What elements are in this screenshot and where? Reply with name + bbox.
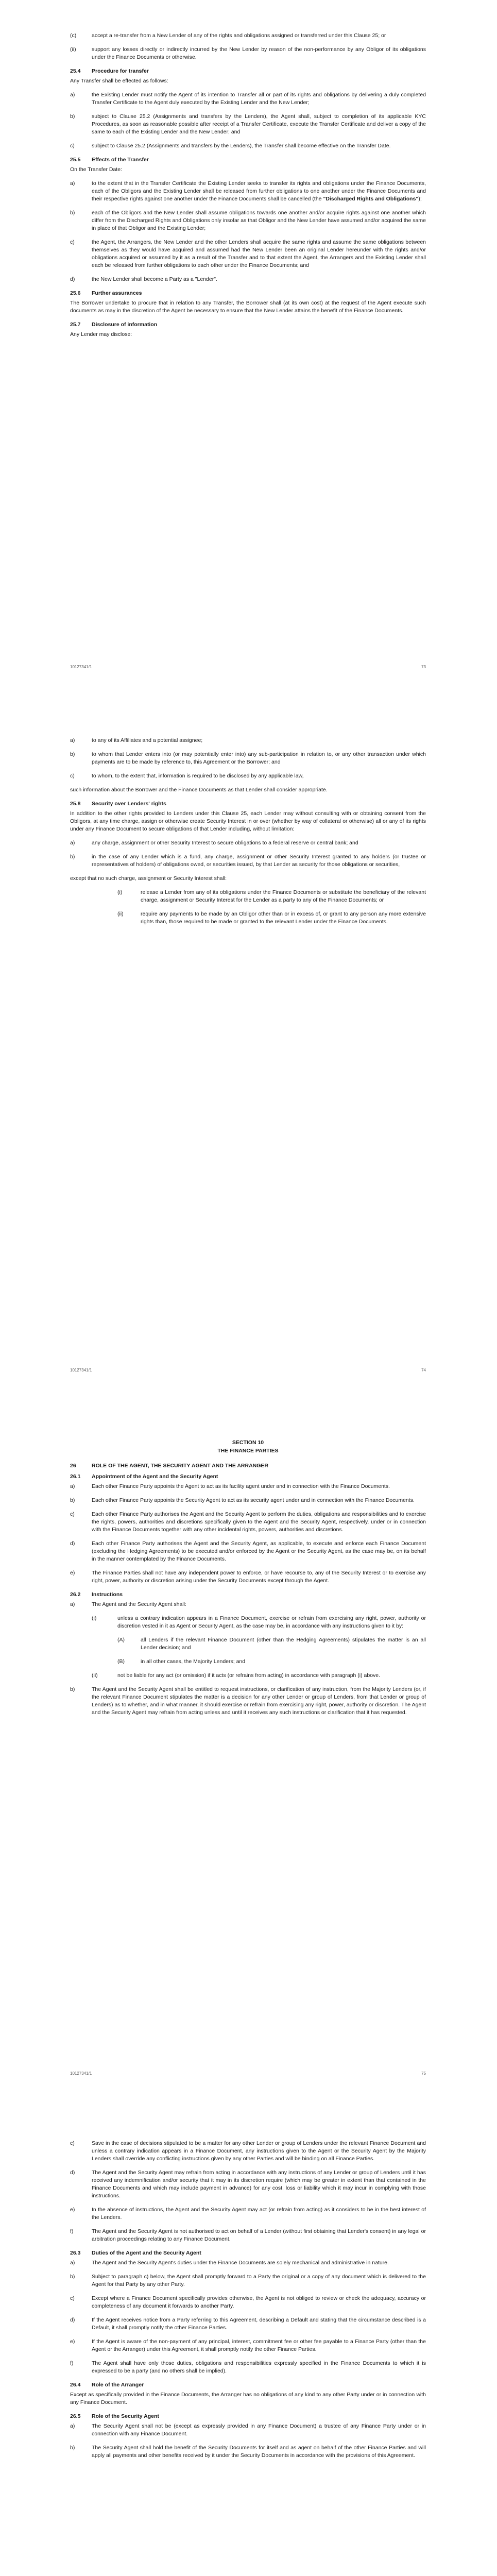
heading-26-1: 26.1 Appointment of the Agent and the Security Agent [70,1473,218,1480]
list-item: (i) unless a contrary indication appears in a Finance Document, exercise or refrain from exercising any right, power, authority or discretion vested in it as Agent or Security Agent, as the case may be, in accordance with any instructions given to it by: [92,1615,426,1629]
list-item: c) the Agent, the Arrangers, the New Lender and the other Lenders shall acquire the same rights and assume the same obligations between themselves as they would have acquired and assumed had the New Lender been an original Lender hereunder with the rights and/or obligations acquired or assumed by it as a result of the Transfer and to that extent the Agent, the Arrangers and the Existing Lender shall each be released from further obligations to each other under the Finance Documents; and [70,239,426,268]
list-item: a) The Agent and the Security Agent's duties under the Finance Documents are solely mechanical and administrative in nature. [70,2260,389,2266]
list-item: a) The Security Agent shall not be (except as expressly provided in any Finance Document) a trustee of any Finance Party under or in connection with any Finance Document. [70,2423,426,2437]
list-item: a) the Existing Lender must notify the Agent of its intention to Transfer all or part of its rights and obligations by delivering a duly completed Transfer Certificate to the Agent duly executed by the Existing Lender and the New Lender; [70,92,426,106]
page-75-body [70,1438,426,1723]
heading-25-8: 25.8 Security over Lenders' rights [70,801,166,807]
heading-26-3: 26.3 Duties of the Agent and the Security Agent [70,2250,201,2256]
paragraph: The Borrower undertake to procure that in relation to any Transfer, the Borrower shall (at its own cost) at the request of the Agent execute such documents as may in the discretion of the Agent be necessary to ensure that the New Lender attains the benefit of the Finance Documents. [70,300,426,314]
list-item: f) The Agent shall have only those duties, obligations and responsibilities expressly specified in the Finance Documents to which it is expressed to be a party (and no others shall be implied). [70,2360,426,2374]
page-number: 74 [421,1368,426,1372]
list-item: e) In the absence of instructions, the Agent and the Security Agent may act (or refrain from acting) as it considers to be in the best interest of the Lenders. [70,2207,426,2221]
heading-25-6: 25.6 Further assurances [70,290,142,296]
page-76-body [70,2140,426,2466]
list-item: b) subject to Clause 25.2 (Assignments and transfers by the Lenders), the Agent shall, subject to completion of its applicable KYC Procedures, as soon as reasonable possible after receipt of a Transfer Certificate, execute the Transfer Certificate and deliver a copy of the same to each of the Existing Lender and the New Lender; and [70,113,426,135]
list-item: c) Except where a Finance Document specifically provides otherwise, the Agent is not obliged to review or check the adequacy, accuracy or completeness of any document it forwards to another Party. [70,2295,426,2309]
paragraph: such information about the Borrower and the Finance Documents as that Lender shall consider appropriate. [70,787,328,793]
heading-26: 26 ROLE OF THE AGENT, THE SECURITY AGENT AND THE ARRANGER [70,1463,269,1469]
paragraph: Any Lender may disclose: [70,331,132,337]
list-item: d) the New Lender shall become a Party as a "Lender". [70,276,217,282]
list-item: a) any charge, assignment or other Security Interest to secure obligations to a federal reserve or central bank; and [70,840,358,846]
page-number: 73 [421,665,426,669]
section-number: SECTION 10 [232,1439,264,1446]
page-number: 75 [421,2071,426,2076]
doc-reference: 10127341/1 [70,665,92,669]
list-item: b) The Agent and the Security Agent shall be entitled to request instructions, or clarification of any instruction, from the Majority Lenders (or, if the relevant Finance Document stipulates the matter is a decision for any other Lender or group of Lenders, from that Lender or group of Lenders) as to whether, and in what manner, it should exercise or refrain from exercising any right, power, authority or discretion. The Agent and the Security Agent may refrain from acting unless and until it receives any such instructions or clarification that it has requested. [70,1686,426,1716]
paragraph: Except as specifically provided in the Finance Documents, the Arranger has no obligations of any kind to any other Party under or in connection with any Finance Document. [70,2392,426,2405]
list-item: (ii) not be liable for any act (or omission) if it acts (or refrains from acting) in accordance with paragraph (i) above. [92,1672,381,1679]
list-item: (A) all Lenders if the relevant Finance Document (other than the Hedging Agreements) stipulates the matter is an all Lender decision; and [117,1637,426,1651]
list-item: c) Save in the case of decisions stipulated to be a matter for any other Lender or group of Lenders under the relevant Finance Document and unless a contrary indication appears in a Finance Document, any instructions given to the Agent or the Security Agent by the Majority Lenders shall override any conflicting instructions given by any other Parties and will be binding on all Finance Parties. [70,2140,426,2162]
heading-26-5: 26.5 Role of the Security Agent [70,2413,159,2419]
list-item: d) Each other Finance Party authorises the Agent and the Security Agent, as applicable, to execute and enforce each Finance Document (excluding the Hedging Agreements) to be executed and/or enforced by the Agent or the Security Agent, as the case may be, on its behalf in the manner contemplated by the Finance Documents. [70,1540,426,1562]
paragraph: Any Transfer shall be effected as follows: [70,78,168,84]
list-item: a) Each other Finance Party appoints the Agent to act as its facility agent under and in connection with the Finance Documents. [70,1483,390,1489]
list-item: a) The Agent and the Security Agent shall: [70,1601,186,1607]
list-item: (B) in all other cases, the Majority Lenders; and [117,1658,246,1665]
list-item: b) each of the Obligors and the New Lender shall assume obligations towards one another and/or acquire rights against one another which differ from the Discharged Rights and Obligations only insofar as that Obligor and the New Lender have assumed and/or acquired the same in place of that Obligor and the Existing Lender; [70,210,426,231]
doc-reference: 10127341/1 [70,2071,92,2076]
list-item: c) to whom, to the extent that, information is required to be disclosed by any applicable law, [70,773,304,779]
doc-reference: 10127341/1 [70,1368,92,1372]
list-item: b) Each other Finance Party appoints the Security Agent to act as its security agent under and in connection with the Finance Documents. [70,1497,415,1503]
heading-25-5: 25.5 Effects of the Transfer [70,157,149,163]
paragraph: On the Transfer Date: [70,166,122,173]
heading-25-7: 25.7 Disclosure of information [70,321,158,328]
list-item: c) subject to Clause 25.2 (Assignments and transfers by the Lenders), the Transfer shall become effective on the Transfer Date. [70,143,391,149]
list-item: b) to whom that Lender enters into (or may potentially enter into) any sub-participation in relation to, or any other transaction under which payments are to be made by reference to, this Agreement or the Borrower; and [70,751,426,765]
page-73-body [70,32,426,345]
list-item: e) The Finance Parties shall not have any independent power to enforce, or have recourse to, any of the Security Interest or to exercise any right, power, authority or discretion arising under the Security Documents except through the Agent. [70,1570,426,1584]
list-item: a) to any of its Affiliates and a potential assignee; [70,737,203,743]
heading-25-4: 25.4 Procedure for transfer [70,68,149,74]
list-item: (ii) require any payments to be made by an Obligor other than or in excess of, or grant to any person any more extensive rights than, those required to be made or granted to the relevant Lender under the Finance Documents. [117,911,426,925]
list-item: a) to the extent that in the Transfer Certificate the Existing Lender seeks to transfer its rights and obligations under the Finance Documents, each of the Obligors and the Existing Lender shall be released from further obligations to one another under the Finance Documents and their respective rights against one another under the Finance Documents shall be cancelled (the "Discharged Rights and Obligations"); [70,180,426,202]
list-item: (c) accept a re-transfer from a New Lender of any of the rights and obligations assigned or transferred under this Clause 25; or [70,32,386,39]
list-item: b) The Security Agent shall hold the benefit of the Security Documents for itself and as agent on behalf of the other Finance Parties and will apply all payments and other benefits received by it under the Security Documents in accordance with the provisions of this Agreement. [70,2445,426,2459]
section-title: THE FINANCE PARTIES [217,1448,279,1454]
heading-26-4: 26.4 Role of the Arranger [70,2382,144,2388]
page-74-body [70,737,426,932]
list-item: e) If the Agent is aware of the non-payment of any principal, interest, commitment fee or other fee payable to a Finance Party (other than the Agent or the Arranger) under this Agreement, it shall promptly notify the other Finance Parties. [70,2338,426,2352]
list-item: (i) release a Lender from any of its obligations under the Finance Documents or substitute the beneficiary of the relevant charge, assignment or Security Interest for the Lender as a party to any of the Finance Documents; or [117,889,426,903]
list-item: d) The Agent and the Security Agent may refrain from acting in accordance with any instructions of any Lender or group of Lenders until it has received any indemnification and/or security that it may in its discretion require (which may be greater in extent than that contained in the Finance Documents and which may include payment in advance) for any cost, loss or liability which it may incur in complying with those instructions. [70,2170,426,2199]
heading-26-2: 26.2 Instructions [70,1591,123,1598]
list-item: d) If the Agent receives notice from a Party referring to this Agreement, describing a Default and stating that the circumstance described is a Default, it shall promptly notify the other Finance Parties. [70,2317,426,2331]
list-item: b) Subject to paragraph c) below, the Agent shall promptly forward to a Party the original or a copy of any document which is delivered to the Agent for that Party by any other Party. [70,2274,426,2287]
list-item: (ii) support any losses directly or indirectly incurred by the New Lender by reason of the non-performance by any Obligor of its obligations under the Finance Documents or otherwise. [70,46,426,60]
paragraph: except that no such charge, assignment or Security Interest shall: [70,875,227,882]
paragraph: In addition to the other rights provided to Lenders under this Clause 25, each Lender may without consulting with or obtaining consent from the Obligors, at any time charge, assign or otherwise create Security Interest in or over (whether by way of collateral or otherwise) all or any of its rights under any Finance Document to secure obligations of that Lender including, without limitation: [70,810,426,832]
list-item: f) The Agent and the Security Agent is not authorised to act on behalf of a Lender (without first obtaining that Lender's consent) in any legal or arbitration proceedings relating to any Finance Document. [70,2228,426,2242]
list-item: c) Each other Finance Party authorises the Agent and the Security Agent to perform the duties, obligations and responsibilities and to exercise the rights, powers, authorities and discretions specifically given to the Agent and the Security Agent, respectively, under or in connection with the Finance Documents together with any other incidental rights, powers, authorities and discretions. [70,1511,426,1533]
list-item: b) in the case of any Lender which is a fund, any charge, assignment or other Security Interest granted to any holders (or trustee or representatives of holders) of obligations owed, or securities issued, by that Lender as security for those obligations or securities, [70,854,426,868]
